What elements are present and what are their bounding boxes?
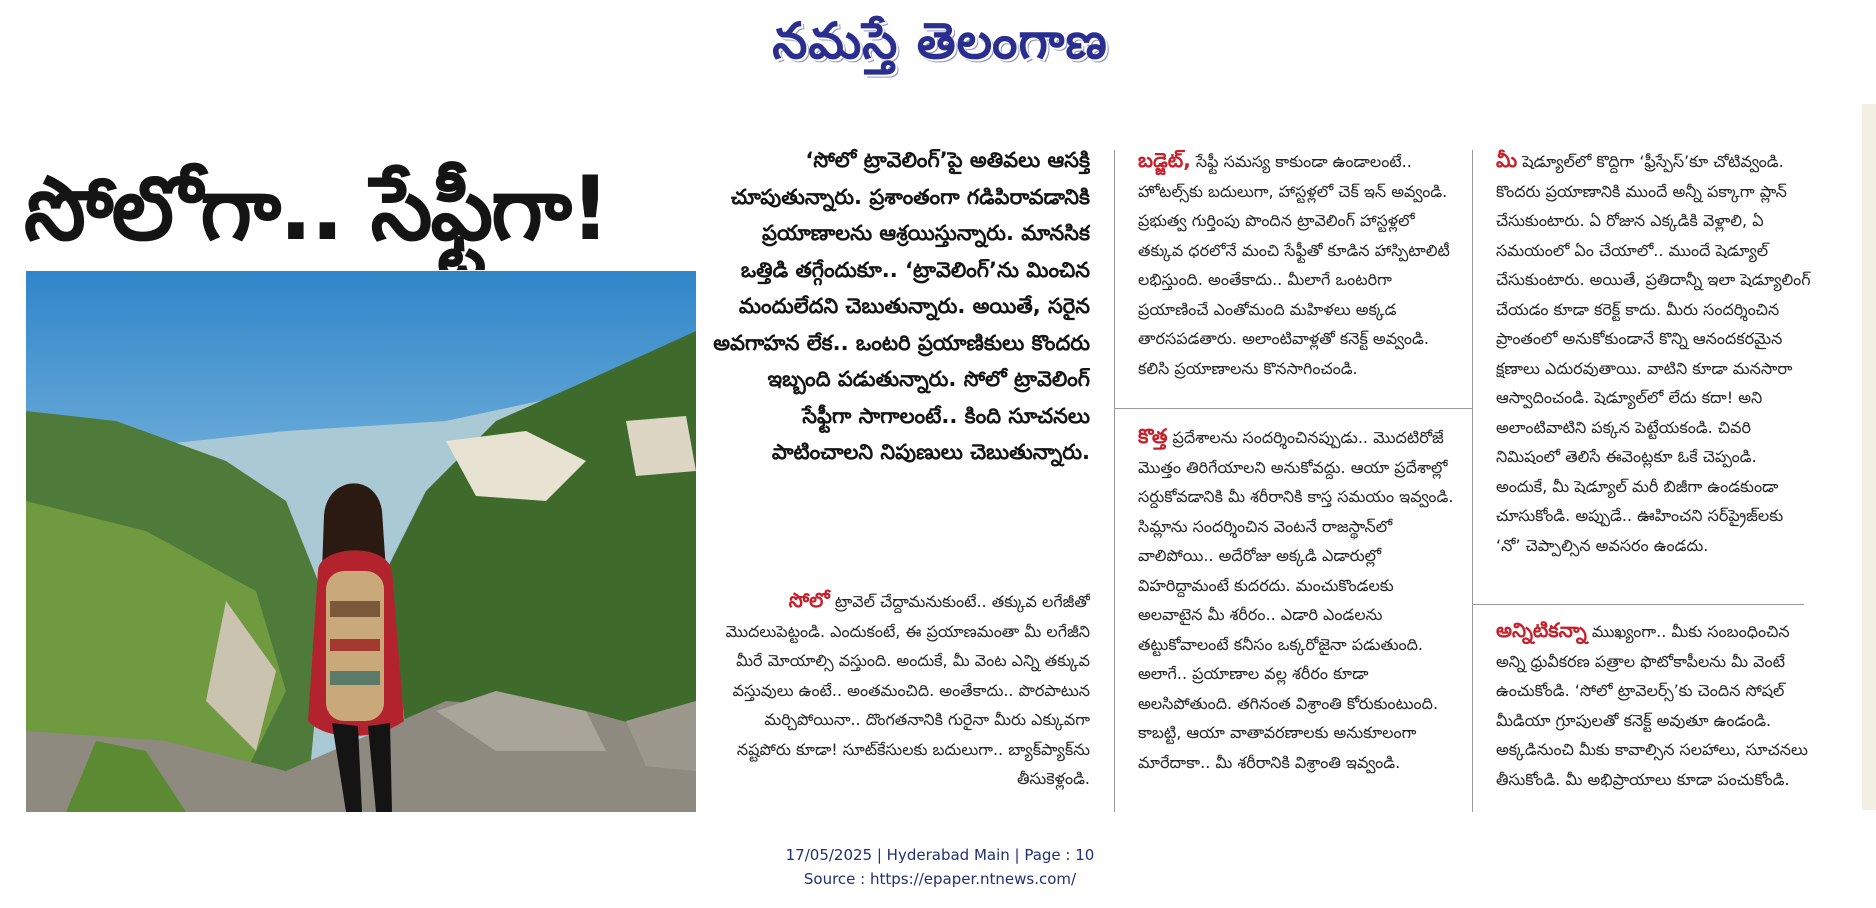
column-divider [1472,150,1473,812]
section-body: సేఫ్టీ సమస్య కాకుండా ఉండాలంటే.. హోటల్స్‌కు బదులుగా, హాస్టళ్లలో చెక్ ఇన్ అవ్వండి. ప్రభుత్వ గుర్తింపు పొందిన ట్రావెలింగ్ హాస్టళ్లలో తక్కువ ధరలోనే మంచి సేఫ్టీతో కూడిన హాస్పిటాలిటీ లభిస్తుంది. అంతేకాదు.. మీలాగే ఒంటరిగా ప్రయాణించే ఎంతోమంది మహిళలు అక్కడ తారసపడతారు. అలాంటివాళ్లతో కనెక్ట్ అవ్వండి. కలిసి ప్రయాణాలను కొనసాగించండి. [1138,152,1450,378]
article-section-new-places [1138,422,1460,814]
footer-source-link[interactable]: Source : https://epaper.ntnews.com/ [803,870,1077,888]
section-kicker: అన్నిటికన్నా [1496,618,1587,642]
section-kicker: మీ [1496,148,1518,172]
footer-edition-info: 17/05/2025 | Hyderabad Main | Page : 10 [785,846,1095,864]
article-lede: ‘సోలో ట్రావెలింగ్’పై అతివలు ఆసక్తి చూపుతున్నారు. ప్రశాంతంగా గడిపిరావడానికి ప్రయాణాలను ఆశ్రయిస్తున్నారు. మానసిక ఒత్తిడి తగ్గేందుకూ.. ‘ట్రావెలింగ్’ను మించిన మందులేదని చెబుతున్నారు. అయితే, సరైన అవగాహన లేక.. ఒంటరి ప్రయాణికులు కొందరు ఇబ్బంది పడుతున్నారు. సోలో ట్రావెలింగ్ సేఫ్టీగా సాగాలంటే.. కింది సూచనలు పాటించాలని నిపుణులు చెబుతున్నారు. [713,148,1090,464]
section-body: షెడ్యూల్‌లో కొద్దిగా ‘ఫ్రీస్పేస్’కూ చోటివ్వండి. కొందరు ప్రయాణానికి ముందే అన్నీ పక్కాగా ప్లాన్ చేసుకుంటారు. ఏ రోజున ఎక్కడికి వెళ్లాలి, ఏ సమయంలో ఏం చేయాలో.. ముందే షెడ్యూల్ చేసుకుంటారు. అయితే, ప్రతిదాన్నీ ఇలా షెడ్యూలింగ్ చేయడం కూడా కరెక్ట్ కాదు. మీరు సందర్శించిన ప్రాంతంలో అనుకోకుండానే కొన్ని ఆనందకరమైన క్షణాలు ఎదురవుతాయి. వాటిని కూడా మనసారా ఆస్వాదించండి. షెడ్యూల్‌లో లేదు కదా! అని అలాంటివాటిని పక్కన పెట్టేయకండి. చివరి నిమిషంలో తెలిసే ఈవెంట్లకూ ఓకే చెప్పండి. అందుకే, మీ షెడ్యూల్ మరీ బిజీగా ఉండకుండా చూసుకోండి. అప్పుడే.. ఊహించని సర్‌ప్రైజ్‌లకు ‘నో’ చెప్పాల్సిన అవసరం ఉండదు. [1496,152,1811,555]
section-body: ప్రదేశాలను సందర్శించినప్పుడు.. మొదటిరోజే మొత్తం తిరిగేయాలని అనుకోవద్దు. ఆయా ప్రదేశాల్లో సర్దుకోవడానికి మీ శరీరానికి కాస్త సమయం ఇవ్వండి. సిమ్లాను సందర్శించిన వెంటనే రాజస్థాన్‌లో వాలిపోయి.. అదేరోజు అక్కడి ఎడారుల్లో విహరిద్దామంటే కుదరదు. మంచుకొండలకు అలవాటైన మీ శరీరం.. ఎడారి ఎండలను తట్టుకోవాలంటే కనీసం ఒక్కరోజైనా పడుతుంది. అలాగే.. ప్రయాణాల వల్ల శరీరం కూడా అలసిపోతుంది. తగినంత విశ్రాంతి కోరుకుంటుంది. కాబట్టి, ఆయా వాతావరణాలకు అనుకూలంగా మారేదాకా.. మీ శరీరానికి విశ్రాంతి ఇవ్వండి. [1138,428,1454,772]
article-headline: సోలోగా.. సేఫ్టీగా! [24,157,609,260]
section-divider [1472,604,1804,605]
article-photo [26,271,696,812]
section-divider [1114,408,1472,409]
article-section-documents [1496,616,1812,816]
newspaper-masthead: నమస్తే తెలంగాణ [772,12,1108,70]
column-divider [1114,150,1115,812]
section-kicker: సోలో [788,588,830,612]
article-section-solo [716,586,1090,812]
article-section-budget [1138,146,1460,396]
section-kicker: బడ్జెట్, [1138,148,1191,172]
article-section-schedule [1496,146,1812,592]
page-edge-strip [1862,104,1876,810]
section-body: ట్రావెల్ చేద్దామనుకుంటే.. తక్కువ లగేజీతో మొదలుపెట్టండి. ఎందుకంటే, ఈ ప్రయాణమంతా మీ లగేజీని మీరే మోయాల్సి వస్తుంది. అందుకే, మీ వెంట ఎన్ని తక్కువ వస్తువులు ఉంటే.. అంతమంచిది. అంతేకాదు.. పొరపాటున మర్చిపోయినా.. దొంగతనానికి గురైనా మీరు ఎక్కువగా నష్టపోరు కూడా! సూట్‌కేసులకు బదులుగా.. బ్యాక్‌ప్యాక్‌ను తీసుకెళ్లండి. [725,592,1090,788]
section-kicker: కొత్త [1138,424,1168,448]
section-body: ముఖ్యంగా.. మీకు సంబంధించిన అన్ని ధ్రువీకరణ పత్రాల ఫొటోకాపీలను మీ వెంటే ఉంచుకోండి. ‘సోలో ట్రావెలర్స్’కు చెందిన సోషల్ మీడియా గ్రూపులతో కనెక్ట్ అవుతూ ఉండండి. అక్కడినుంచి మీకు కావాల్సిన సలహాలు, సూచనలు తీసుకోండి. మీ అభిప్రాయాలు కూడా పంచుకోండి. [1496,622,1808,789]
